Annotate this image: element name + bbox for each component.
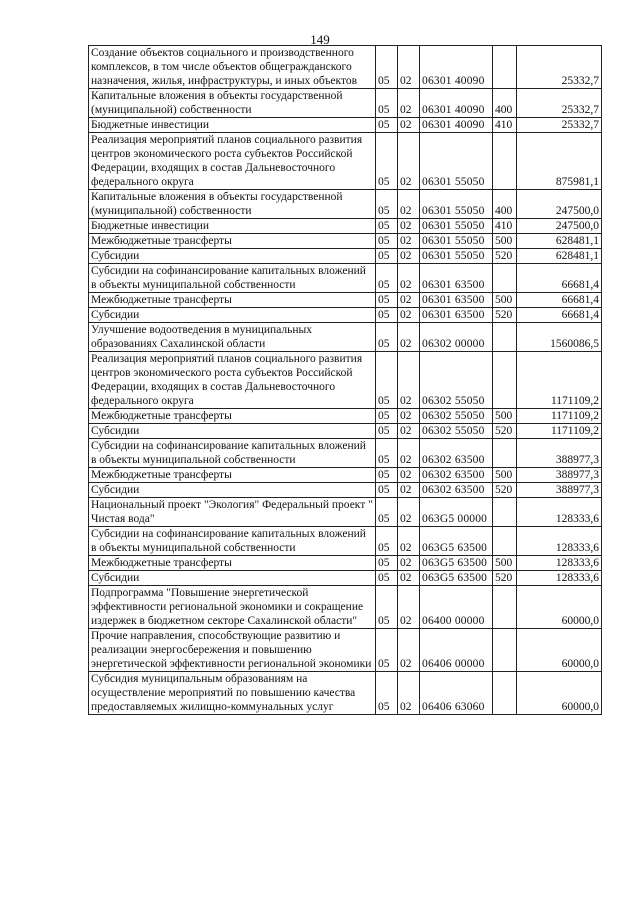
section-code-cell: 05 xyxy=(376,556,398,571)
expense-type-cell: 500 xyxy=(493,556,517,571)
section-code-cell: 05 xyxy=(376,352,398,409)
amount-cell: 60000,0 xyxy=(517,586,602,629)
section-code-cell: 05 xyxy=(376,629,398,672)
amount-cell: 66681,4 xyxy=(517,264,602,293)
row-name-cell: Подпрограмма "Повышение энергетической эффективности региональной экономики и сокращение издержек в бюджетном секторе Сахалинской области" xyxy=(89,586,376,629)
section-code-cell: 05 xyxy=(376,234,398,249)
subsection-code-cell: 02 xyxy=(398,468,420,483)
expense-type-cell xyxy=(493,527,517,556)
table-row xyxy=(89,672,602,715)
amount-cell: 128333,6 xyxy=(517,527,602,556)
target-article-cell: 06406 63060 xyxy=(420,672,493,715)
subsection-code-cell: 02 xyxy=(398,672,420,715)
expense-type-cell: 500 xyxy=(493,409,517,424)
row-name-cell: Межбюджетные трансферты xyxy=(89,409,376,424)
amount-cell: 60000,0 xyxy=(517,629,602,672)
subsection-code-cell: 02 xyxy=(398,527,420,556)
target-article-cell: 06301 63500 xyxy=(420,308,493,323)
budget-table xyxy=(88,45,602,715)
amount-cell: 128333,6 xyxy=(517,556,602,571)
row-name-cell: Бюджетные инвестиции xyxy=(89,118,376,133)
section-code-cell: 05 xyxy=(376,527,398,556)
amount-cell: 388977,3 xyxy=(517,439,602,468)
table-row xyxy=(89,498,602,527)
subsection-code-cell: 02 xyxy=(398,118,420,133)
amount-cell: 1171109,2 xyxy=(517,424,602,439)
amount-cell: 247500,0 xyxy=(517,219,602,234)
target-article-cell: 06301 55050 xyxy=(420,219,493,234)
expense-type-cell xyxy=(493,498,517,527)
target-article-cell: 06301 55050 xyxy=(420,249,493,264)
amount-cell: 247500,0 xyxy=(517,190,602,219)
section-code-cell: 05 xyxy=(376,468,398,483)
amount-cell: 1171109,2 xyxy=(517,409,602,424)
row-name-cell: Бюджетные инвестиции xyxy=(89,219,376,234)
section-code-cell: 05 xyxy=(376,46,398,89)
subsection-code-cell: 02 xyxy=(398,483,420,498)
section-code-cell: 05 xyxy=(376,264,398,293)
page-number: 149 xyxy=(310,32,330,47)
subsection-code-cell: 02 xyxy=(398,234,420,249)
subsection-code-cell: 02 xyxy=(398,409,420,424)
table-row xyxy=(89,219,602,234)
section-code-cell: 05 xyxy=(376,190,398,219)
table-row xyxy=(89,118,602,133)
target-article-cell: 06301 55050 xyxy=(420,190,493,219)
row-name-cell: Межбюджетные трансферты xyxy=(89,293,376,308)
target-article-cell: 06302 55050 xyxy=(420,424,493,439)
amount-cell: 388977,3 xyxy=(517,468,602,483)
section-code-cell: 05 xyxy=(376,133,398,190)
amount-cell: 1171109,2 xyxy=(517,352,602,409)
row-name-cell: Национальный проект "Экология" Федеральный проект " Чистая вода" xyxy=(89,498,376,527)
row-name-cell: Межбюджетные трансферты xyxy=(89,234,376,249)
amount-cell: 388977,3 xyxy=(517,483,602,498)
target-article-cell: 063G5 63500 xyxy=(420,556,493,571)
target-article-cell: 06302 00000 xyxy=(420,323,493,352)
amount-cell: 66681,4 xyxy=(517,293,602,308)
section-code-cell: 05 xyxy=(376,586,398,629)
table-row xyxy=(89,308,602,323)
target-article-cell: 06406 00000 xyxy=(420,629,493,672)
section-code-cell: 05 xyxy=(376,483,398,498)
subsection-code-cell: 02 xyxy=(398,264,420,293)
target-article-cell: 06301 40090 xyxy=(420,46,493,89)
section-code-cell: 05 xyxy=(376,571,398,586)
row-name-cell: Прочие направления, способствующие развитию и реализации энергосбережения и повышению энергетической эффективности региональной экономики xyxy=(89,629,376,672)
table-row xyxy=(89,527,602,556)
expense-type-cell xyxy=(493,133,517,190)
row-name-cell: Капитальные вложения в объекты государственной (муниципальной) собственности xyxy=(89,89,376,118)
table-row xyxy=(89,234,602,249)
row-name-cell: Субсидии на софинансирование капитальных вложений в объекты муниципальной собственности xyxy=(89,527,376,556)
target-article-cell: 06301 55050 xyxy=(420,133,493,190)
subsection-code-cell: 02 xyxy=(398,190,420,219)
subsection-code-cell: 02 xyxy=(398,352,420,409)
subsection-code-cell: 02 xyxy=(398,571,420,586)
amount-cell: 25332,7 xyxy=(517,89,602,118)
expense-type-cell xyxy=(493,586,517,629)
subsection-code-cell: 02 xyxy=(398,439,420,468)
target-article-cell: 06301 40090 xyxy=(420,89,493,118)
target-article-cell: 063G5 63500 xyxy=(420,527,493,556)
expense-type-cell: 500 xyxy=(493,468,517,483)
section-code-cell: 05 xyxy=(376,672,398,715)
table-row xyxy=(89,190,602,219)
row-name-cell: Субсидии xyxy=(89,424,376,439)
row-name-cell: Субсидия муниципальным образованиям на осуществление мероприятий по повышению качества предоставляемых жилищно-коммунальных услуг xyxy=(89,672,376,715)
target-article-cell: 06301 40090 xyxy=(420,118,493,133)
subsection-code-cell: 02 xyxy=(398,249,420,264)
expense-type-cell xyxy=(493,46,517,89)
table-row xyxy=(89,556,602,571)
section-code-cell: 05 xyxy=(376,249,398,264)
section-code-cell: 05 xyxy=(376,308,398,323)
amount-cell: 628481,1 xyxy=(517,249,602,264)
subsection-code-cell: 02 xyxy=(398,556,420,571)
expense-type-cell: 410 xyxy=(493,219,517,234)
section-code-cell: 05 xyxy=(376,219,398,234)
table-row xyxy=(89,424,602,439)
section-code-cell: 05 xyxy=(376,323,398,352)
expense-type-cell: 520 xyxy=(493,308,517,323)
subsection-code-cell: 02 xyxy=(398,308,420,323)
amount-cell: 628481,1 xyxy=(517,234,602,249)
table-row xyxy=(89,468,602,483)
row-name-cell: Субсидии xyxy=(89,483,376,498)
budget-table-body xyxy=(89,46,602,715)
expense-type-cell: 500 xyxy=(493,293,517,308)
table-row xyxy=(89,352,602,409)
target-article-cell: 063G5 63500 xyxy=(420,571,493,586)
table-row xyxy=(89,483,602,498)
row-name-cell: Реализация мероприятий планов социального развития центров экономического роста субъектов Российской Федерации, входящих в состав Дальневосточного федерального округа xyxy=(89,352,376,409)
subsection-code-cell: 02 xyxy=(398,133,420,190)
amount-cell: 1560086,5 xyxy=(517,323,602,352)
target-article-cell: 06302 63500 xyxy=(420,439,493,468)
section-code-cell: 05 xyxy=(376,409,398,424)
row-name-cell: Межбюджетные трансферты xyxy=(89,468,376,483)
amount-cell: 25332,7 xyxy=(517,46,602,89)
target-article-cell: 06302 63500 xyxy=(420,468,493,483)
table-row xyxy=(89,46,602,89)
target-article-cell: 06400 00000 xyxy=(420,586,493,629)
expense-type-cell: 520 xyxy=(493,483,517,498)
row-name-cell: Улучшение водоотведения в муниципальных образованиях Сахалинской области xyxy=(89,323,376,352)
row-name-cell: Межбюджетные трансферты xyxy=(89,556,376,571)
subsection-code-cell: 02 xyxy=(398,586,420,629)
table-row xyxy=(89,586,602,629)
expense-type-cell xyxy=(493,264,517,293)
subsection-code-cell: 02 xyxy=(398,89,420,118)
amount-cell: 128333,6 xyxy=(517,498,602,527)
row-name-cell: Субсидии на софинансирование капитальных вложений в объекты муниципальной собственности xyxy=(89,264,376,293)
row-name-cell: Субсидии xyxy=(89,249,376,264)
amount-cell: 66681,4 xyxy=(517,308,602,323)
expense-type-cell: 500 xyxy=(493,234,517,249)
amount-cell: 875981,1 xyxy=(517,133,602,190)
expense-type-cell: 520 xyxy=(493,424,517,439)
expense-type-cell: 520 xyxy=(493,571,517,586)
target-article-cell: 06301 63500 xyxy=(420,293,493,308)
expense-type-cell xyxy=(493,629,517,672)
target-article-cell: 06302 63500 xyxy=(420,483,493,498)
target-article-cell: 063G5 00000 xyxy=(420,498,493,527)
table-row xyxy=(89,409,602,424)
table-row xyxy=(89,323,602,352)
target-article-cell: 06302 55050 xyxy=(420,409,493,424)
expense-type-cell xyxy=(493,439,517,468)
expense-type-cell: 410 xyxy=(493,118,517,133)
section-code-cell: 05 xyxy=(376,424,398,439)
table-row xyxy=(89,133,602,190)
subsection-code-cell: 02 xyxy=(398,323,420,352)
target-article-cell: 06301 63500 xyxy=(420,264,493,293)
subsection-code-cell: 02 xyxy=(398,424,420,439)
row-name-cell: Капитальные вложения в объекты государственной (муниципальной) собственности xyxy=(89,190,376,219)
row-name-cell: Создание объектов социального и производственного комплексов, в том числе объектов общегражданского назначения, жилья, инфраструктуры, и иных объектов xyxy=(89,46,376,89)
section-code-cell: 05 xyxy=(376,498,398,527)
subsection-code-cell: 02 xyxy=(398,219,420,234)
section-code-cell: 05 xyxy=(376,89,398,118)
row-name-cell: Субсидии xyxy=(89,308,376,323)
row-name-cell: Субсидии xyxy=(89,571,376,586)
row-name-cell: Субсидии на софинансирование капитальных вложений в объекты муниципальной собственности xyxy=(89,439,376,468)
subsection-code-cell: 02 xyxy=(398,46,420,89)
amount-cell: 60000,0 xyxy=(517,672,602,715)
expense-type-cell xyxy=(493,672,517,715)
expense-type-cell: 520 xyxy=(493,249,517,264)
section-code-cell: 05 xyxy=(376,439,398,468)
amount-cell: 25332,7 xyxy=(517,118,602,133)
amount-cell: 128333,6 xyxy=(517,571,602,586)
row-name-cell: Реализация мероприятий планов социального развития центров экономического роста субъектов Российской Федерации, входящих в состав Дальневосточного федерального округа xyxy=(89,133,376,190)
table-row xyxy=(89,249,602,264)
table-row xyxy=(89,439,602,468)
subsection-code-cell: 02 xyxy=(398,629,420,672)
section-code-cell: 05 xyxy=(376,118,398,133)
target-article-cell: 06302 55050 xyxy=(420,352,493,409)
table-row xyxy=(89,571,602,586)
expense-type-cell xyxy=(493,323,517,352)
expense-type-cell: 400 xyxy=(493,89,517,118)
subsection-code-cell: 02 xyxy=(398,293,420,308)
expense-type-cell: 400 xyxy=(493,190,517,219)
expense-type-cell xyxy=(493,352,517,409)
target-article-cell: 06301 55050 xyxy=(420,234,493,249)
table-row xyxy=(89,89,602,118)
table-row xyxy=(89,629,602,672)
table-row xyxy=(89,264,602,293)
subsection-code-cell: 02 xyxy=(398,498,420,527)
section-code-cell: 05 xyxy=(376,293,398,308)
table-row xyxy=(89,293,602,308)
